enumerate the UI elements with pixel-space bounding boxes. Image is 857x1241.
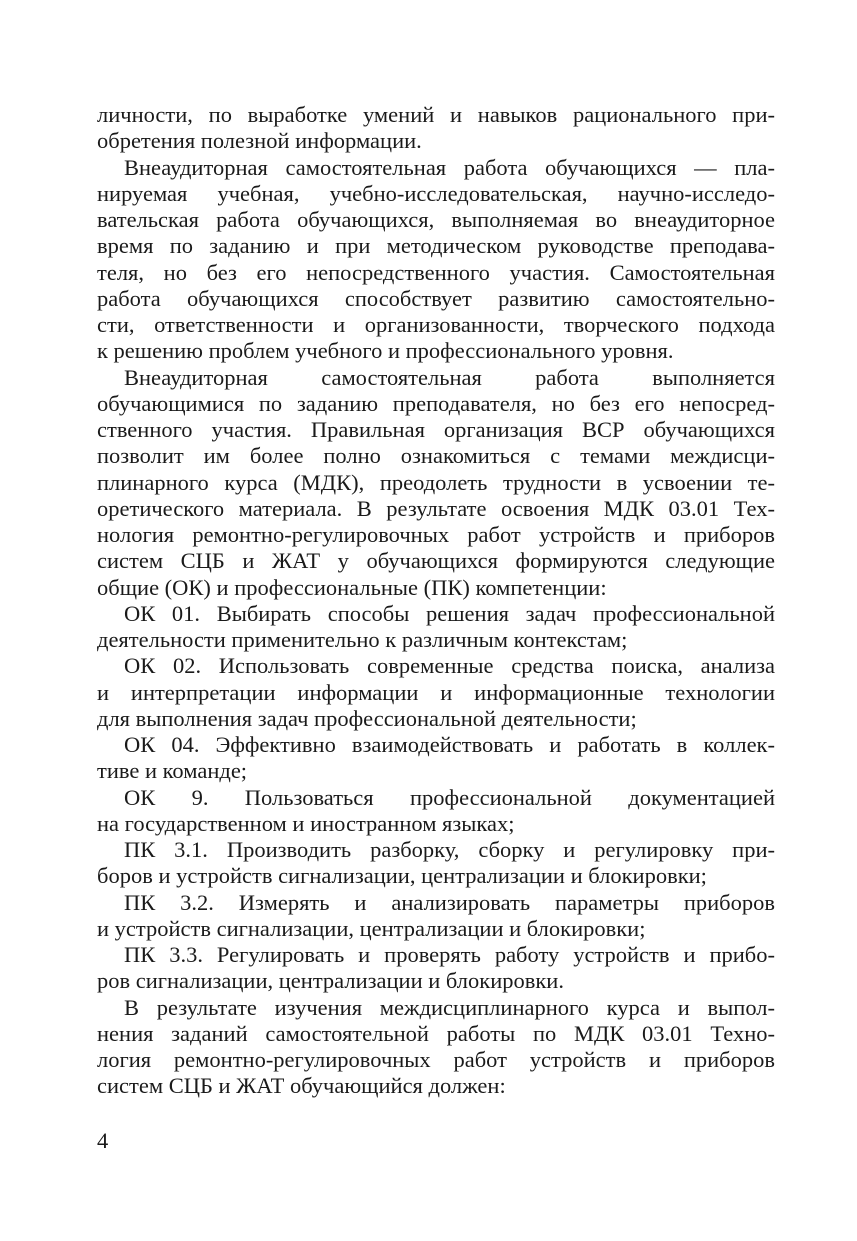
- text-line: и интерпретации информации и информационные технологии: [97, 679, 775, 705]
- paragraph: [97, 155, 775, 365]
- paragraph: [97, 601, 775, 654]
- text-line: обретения полезной информации.: [97, 128, 422, 154]
- paragraph: [97, 785, 775, 838]
- text-line: логия ремонтно-регулировочных работ устройств и приборов: [97, 1047, 775, 1072]
- text-line: деятельности применительно к различным контекстам;: [97, 627, 628, 652]
- paragraph: [97, 995, 775, 1100]
- text-line: ОК 02. Использовать современные средства поиска, анализа: [124, 653, 775, 679]
- text-line: Внеаудиторная самостоятельная работа обучающихся — пла-: [124, 154, 775, 180]
- text-line: время по заданию и при методическом руководстве преподава-: [97, 233, 775, 259]
- text-line: для выполнения задач профессиональной деятельности;: [97, 705, 637, 731]
- page-number: 4: [97, 1128, 109, 1153]
- paragraph: [97, 890, 775, 943]
- text-line: нология ремонтно-регулировочных работ устройств и приборов: [97, 522, 775, 547]
- text-line: нения заданий самостоятельной работы по МДК 03.01 Техно-: [97, 1020, 775, 1046]
- text-line: ОК 04. Эффективно взаимодействовать и работать в коллек-: [124, 732, 775, 757]
- paragraph: [97, 942, 775, 995]
- text-line: ПК 3.2. Измерять и анализировать параметры приборов: [124, 889, 775, 915]
- text-line: оретического материала. В результате освоения МДК 03.01 Тех-: [97, 495, 775, 521]
- text-line: вательская работа обучающихся, выполняемая во внеаудиторное: [97, 207, 775, 232]
- text-line: ров сигнализации, централизации и блокировки.: [97, 968, 564, 994]
- paragraph: [97, 732, 775, 785]
- text-line: ственного участия. Правильная организация ВСР обучающихся: [97, 417, 775, 442]
- text-line: тиве и команде;: [97, 758, 248, 784]
- text-line: В результате изучения междисциплинарного курса и выпол-: [124, 994, 775, 1020]
- text-line: обучающимися по заданию преподавателя, но без его непосред-: [97, 390, 775, 416]
- text-line: нируемая учебная, учебно-исследовательская, научно-исследо-: [97, 180, 775, 206]
- text-line: плинарного курса (МДК), преодолеть трудности в усвоении те-: [97, 469, 775, 495]
- text-line: к решению проблем учебного и профессионального уровня.: [97, 338, 674, 364]
- text-line: на государственном и иностранном языках;: [97, 810, 515, 836]
- paragraph: [97, 365, 775, 601]
- text-line: общие (ОК) и профессиональные (ПК) компетенции:: [97, 574, 607, 600]
- text-line: систем СЦБ и ЖАТ у обучающихся формируются следующие: [97, 548, 775, 574]
- text-line: работа обучающихся способствует развитию самостоятельно-: [97, 285, 775, 311]
- text-line: и устройств сигнализации, централизации и блокировки;: [97, 915, 646, 941]
- paragraph: [97, 837, 775, 890]
- text-line: боров и устройств сигнализации, централизации и блокировки;: [97, 863, 707, 889]
- page-body-text: [97, 102, 775, 1100]
- paragraph: [97, 653, 775, 732]
- text-line: личности, по выработке умений и навыков рационального при-: [97, 102, 775, 127]
- text-line: ПК 3.1. Производить разборку, сборку и регулировку при-: [124, 837, 775, 862]
- text-line: Внеаудиторная самостоятельная работа выполняется: [124, 364, 775, 390]
- text-line: ОК 9. Пользоваться профессиональной документацией: [124, 784, 775, 810]
- text-line: теля, но без его непосредственного участия. Самостоятельная: [97, 259, 775, 285]
- text-line: позволит им более полно ознакомиться с темами междисци-: [97, 443, 775, 469]
- text-line: ПК 3.3. Регулировать и проверять работу устройств и прибо-: [124, 942, 775, 967]
- text-line: систем СЦБ и ЖАТ обучающийся должен:: [97, 1073, 506, 1099]
- text-line: ОК 01. Выбирать способы решения задач профессиональной: [124, 600, 775, 626]
- text-line: сти, ответственности и организованности, творческого подхода: [97, 312, 775, 337]
- paragraph: [97, 102, 775, 155]
